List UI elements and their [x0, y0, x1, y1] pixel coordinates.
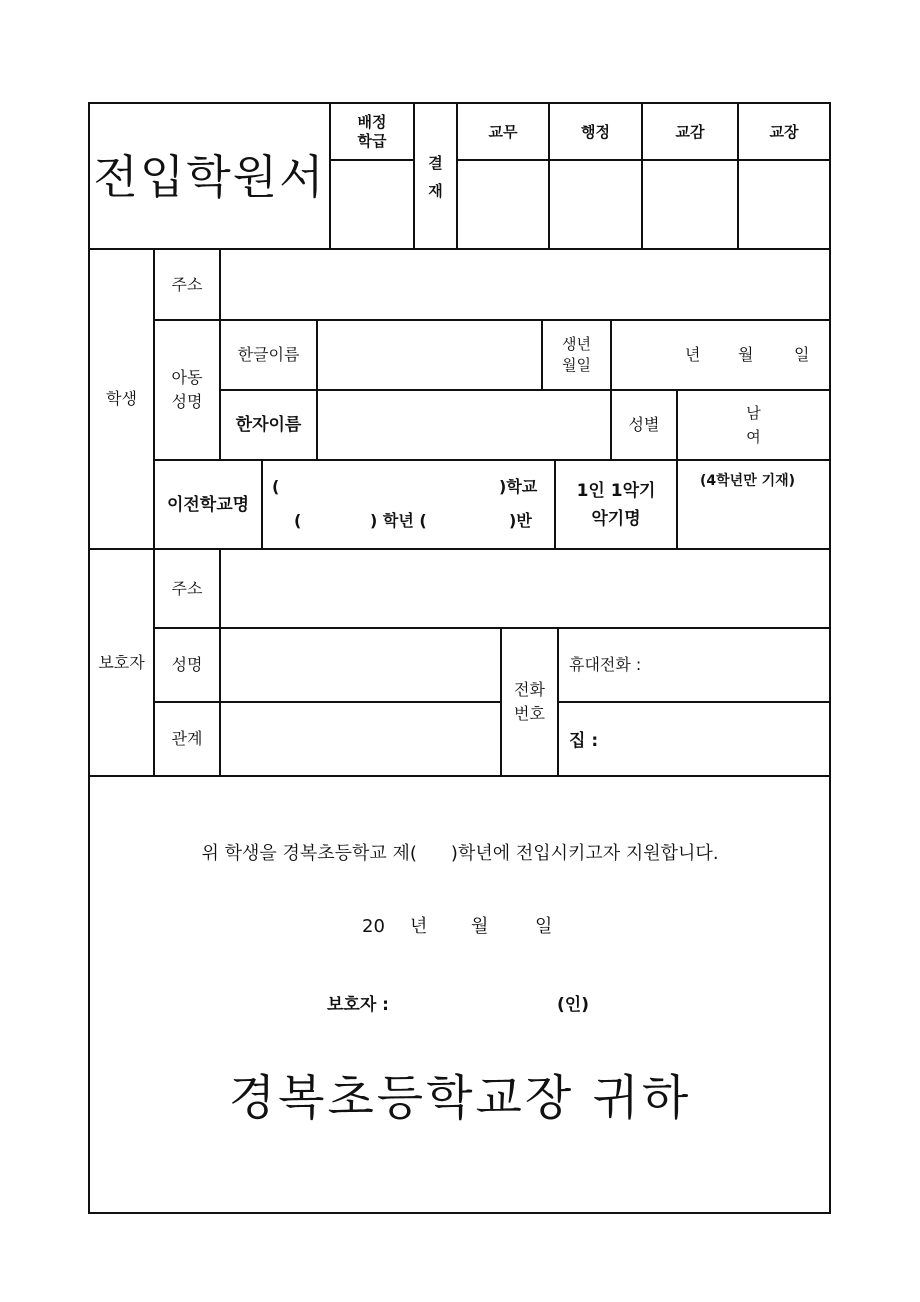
statement-prefix: 위 학생을 경복초등학교 제(	[201, 843, 417, 864]
previous-school-label: 이전학교명	[166, 494, 250, 515]
student-section-label: 학생	[106, 389, 137, 408]
guardian-address-label: 주소	[171, 578, 203, 598]
hanja-name-label: 한자이름	[235, 415, 302, 435]
birth-year-unit: 년	[685, 345, 701, 364]
guardian-name-field[interactable]	[221, 629, 500, 701]
label-line: 재	[428, 181, 443, 200]
guardian-sign-label: 보호자 :	[327, 995, 389, 1015]
label-line: 배정	[357, 113, 387, 131]
label-line: 학급	[357, 132, 387, 150]
korean-name-field[interactable]	[318, 321, 541, 389]
label-line: 전화	[514, 680, 545, 699]
guardian-relation-label: 관계	[171, 729, 203, 748]
guardian-relation-field[interactable]	[221, 703, 500, 775]
grade-suffix: ) 학년 (	[370, 511, 427, 530]
assigned-class-label	[331, 104, 413, 160]
guardian-address-field[interactable]	[221, 550, 829, 627]
student-address-label: 주소	[171, 274, 203, 294]
label-line: 번호	[514, 704, 545, 723]
signer-vice-principal: 교감	[675, 123, 705, 141]
instrument-note: (4학년만 기재)	[700, 473, 796, 489]
signature-box-administration[interactable]	[550, 161, 641, 248]
gender-option-male[interactable]: 남	[746, 404, 761, 422]
gender-label: 성별	[628, 415, 660, 434]
phone-label	[502, 629, 557, 775]
signature-box-vice-principal[interactable]	[643, 161, 737, 248]
guardian-name-label: 성명	[171, 655, 203, 674]
addressee: 경복초등학교장 귀하	[228, 1070, 692, 1126]
home-phone-label: 집 :	[569, 731, 599, 751]
gender-option-female[interactable]: 여	[746, 428, 761, 446]
date-day-unit: 일	[535, 916, 553, 937]
divider	[88, 775, 831, 777]
school-suffix: )학교	[499, 477, 538, 496]
signer-academic-affairs: 교무	[488, 123, 518, 141]
declaration-statement	[0, 843, 920, 865]
korean-name-label: 한글이름	[237, 345, 300, 364]
date-year-unit: 년	[410, 916, 428, 937]
seal-label: (인)	[557, 995, 589, 1015]
hanja-name-field[interactable]	[318, 391, 610, 459]
label-line: 1인 1악기	[576, 480, 656, 501]
signer-administration: 행정	[581, 123, 610, 141]
label-line: 결	[428, 153, 443, 172]
label-line: 성명	[171, 392, 203, 411]
birth-day-unit: 일	[794, 345, 810, 364]
label-line: 악기명	[591, 508, 641, 529]
date-year-prefix: 20	[362, 916, 385, 937]
birthdate-field[interactable]	[612, 321, 829, 389]
school-paren-open: (	[272, 477, 280, 496]
signature-box-academic-affairs[interactable]	[458, 161, 548, 248]
mobile-phone-field[interactable]	[559, 629, 829, 701]
instrument-field[interactable]	[678, 461, 829, 548]
label-line: 월일	[562, 356, 591, 374]
guardian-section-label: 보호자	[98, 652, 145, 672]
label-line: 아동	[171, 368, 203, 387]
page-title: 전입학원서	[93, 149, 326, 204]
student-address-field[interactable]	[221, 250, 829, 319]
assigned-class-field[interactable]	[331, 161, 413, 248]
previous-school-field[interactable]	[263, 461, 554, 548]
class-suffix: )반	[509, 511, 532, 530]
grade-paren-open: (	[294, 511, 302, 530]
signature-box-principal[interactable]	[739, 161, 829, 248]
statement-suffix: )학년에 전입시키고자 지원합니다.	[450, 843, 719, 864]
label-line: 생년	[562, 335, 591, 353]
child-name-label	[155, 321, 219, 459]
approval-label	[415, 104, 456, 249]
date-month-unit: 월	[471, 916, 489, 937]
gender-options	[678, 391, 829, 459]
instrument-label	[556, 461, 676, 548]
home-phone-field[interactable]	[559, 703, 829, 775]
signer-principal: 교장	[769, 123, 799, 141]
birth-month-unit: 월	[738, 345, 754, 364]
mobile-phone-label: 휴대전화 :	[569, 655, 642, 674]
guardian-sign-field[interactable]	[415, 990, 555, 1020]
birthdate-label	[543, 321, 610, 389]
